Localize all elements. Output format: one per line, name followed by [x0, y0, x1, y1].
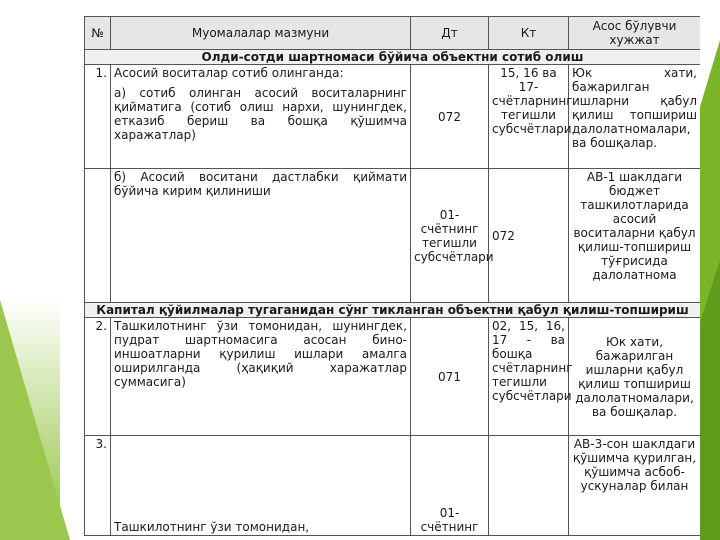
table-row	[85, 436, 701, 536]
row-basis: Юк хати, бажарилган ишларни қабул қилиш топшириш далолатномалари, ва бошқалар.	[569, 65, 701, 169]
document-sheet	[84, 16, 700, 540]
row-number: 2.	[85, 318, 111, 436]
header-credit: Кт	[489, 17, 569, 50]
row-number: 1.	[85, 65, 111, 169]
section-title-row	[85, 50, 701, 65]
row-basis: АВ-1 шаклдаги бюджет ташкилотларида асосий воситаларни қабул қилиш-топшириш тўғрисида далолатнома	[569, 169, 701, 303]
table-header-row	[85, 17, 701, 50]
row-debit: 01-счётнинг	[411, 436, 489, 536]
header-basis-document: Асос бўлувчи хужжат	[569, 17, 701, 50]
header-number: №	[85, 17, 111, 50]
row-credit: 072	[489, 169, 569, 303]
table-row	[85, 65, 701, 169]
row-content	[111, 436, 411, 536]
row-credit: 02, 15, 16, 17 - ва бошқа счётларнинг тегишли субсчётлари	[489, 318, 569, 436]
row-content	[111, 169, 411, 303]
table-row	[85, 169, 701, 303]
row-content-line: б) Асосий воситани дастлабки қиймати бўйича кирим қилиниши	[114, 170, 407, 198]
row-number	[85, 169, 111, 303]
row-basis: Юк хати, бажарилган ишларни қабул қилиш топшириш далолатномалари, ва бошқалар.	[569, 318, 701, 436]
section-title: Олди-сотди шартномаси бўйича объектни сотиб олиш	[85, 50, 701, 65]
row-credit	[489, 436, 569, 536]
row-content	[111, 65, 411, 169]
row-number: 3.	[85, 436, 111, 536]
row-debit: 071	[411, 318, 489, 436]
row-debit: 01-счётнинг тегишли субсчётлари	[411, 169, 489, 303]
section-title: Капитал қўйилмалар тугаганидан сўнг тикланган объектни қабул қилиш-топшириш	[85, 303, 701, 318]
row-debit: 072	[411, 65, 489, 169]
header-debit: Дт	[411, 17, 489, 50]
row-content-line: Ташкилотнинг ўзи томонидан,	[114, 520, 310, 534]
section-title-row	[85, 303, 701, 318]
row-content-line: а) сотиб олинган асосий воситаларнинг қийматига (сотиб олиш нархи, шунингдек, етказиб бериш ва бошқа қўшимча харажатлар)	[114, 86, 407, 142]
accounting-entries-table	[84, 16, 700, 536]
row-content-line: Ташкилотнинг ўзи томонидан, шунингдек, пудрат шартномасига асосан бино-иншоатларни қурилиш ишлари амалга оширилганда (ҳақиқий харажатлар суммасига)	[114, 319, 407, 389]
row-basis: АВ-3-сон шаклдаги қўшимча қурилган, қўшимча асбоб-ускуналар билан	[569, 436, 701, 536]
header-content: Муомалалар мазмуни	[111, 17, 411, 50]
row-content-line: Асосий воситалар сотиб олинганда:	[114, 66, 344, 80]
row-credit: 15, 16 ва 17-счётларнинг тегишли субсчётлари	[489, 65, 569, 169]
row-content	[111, 318, 411, 436]
table-row	[85, 318, 701, 436]
